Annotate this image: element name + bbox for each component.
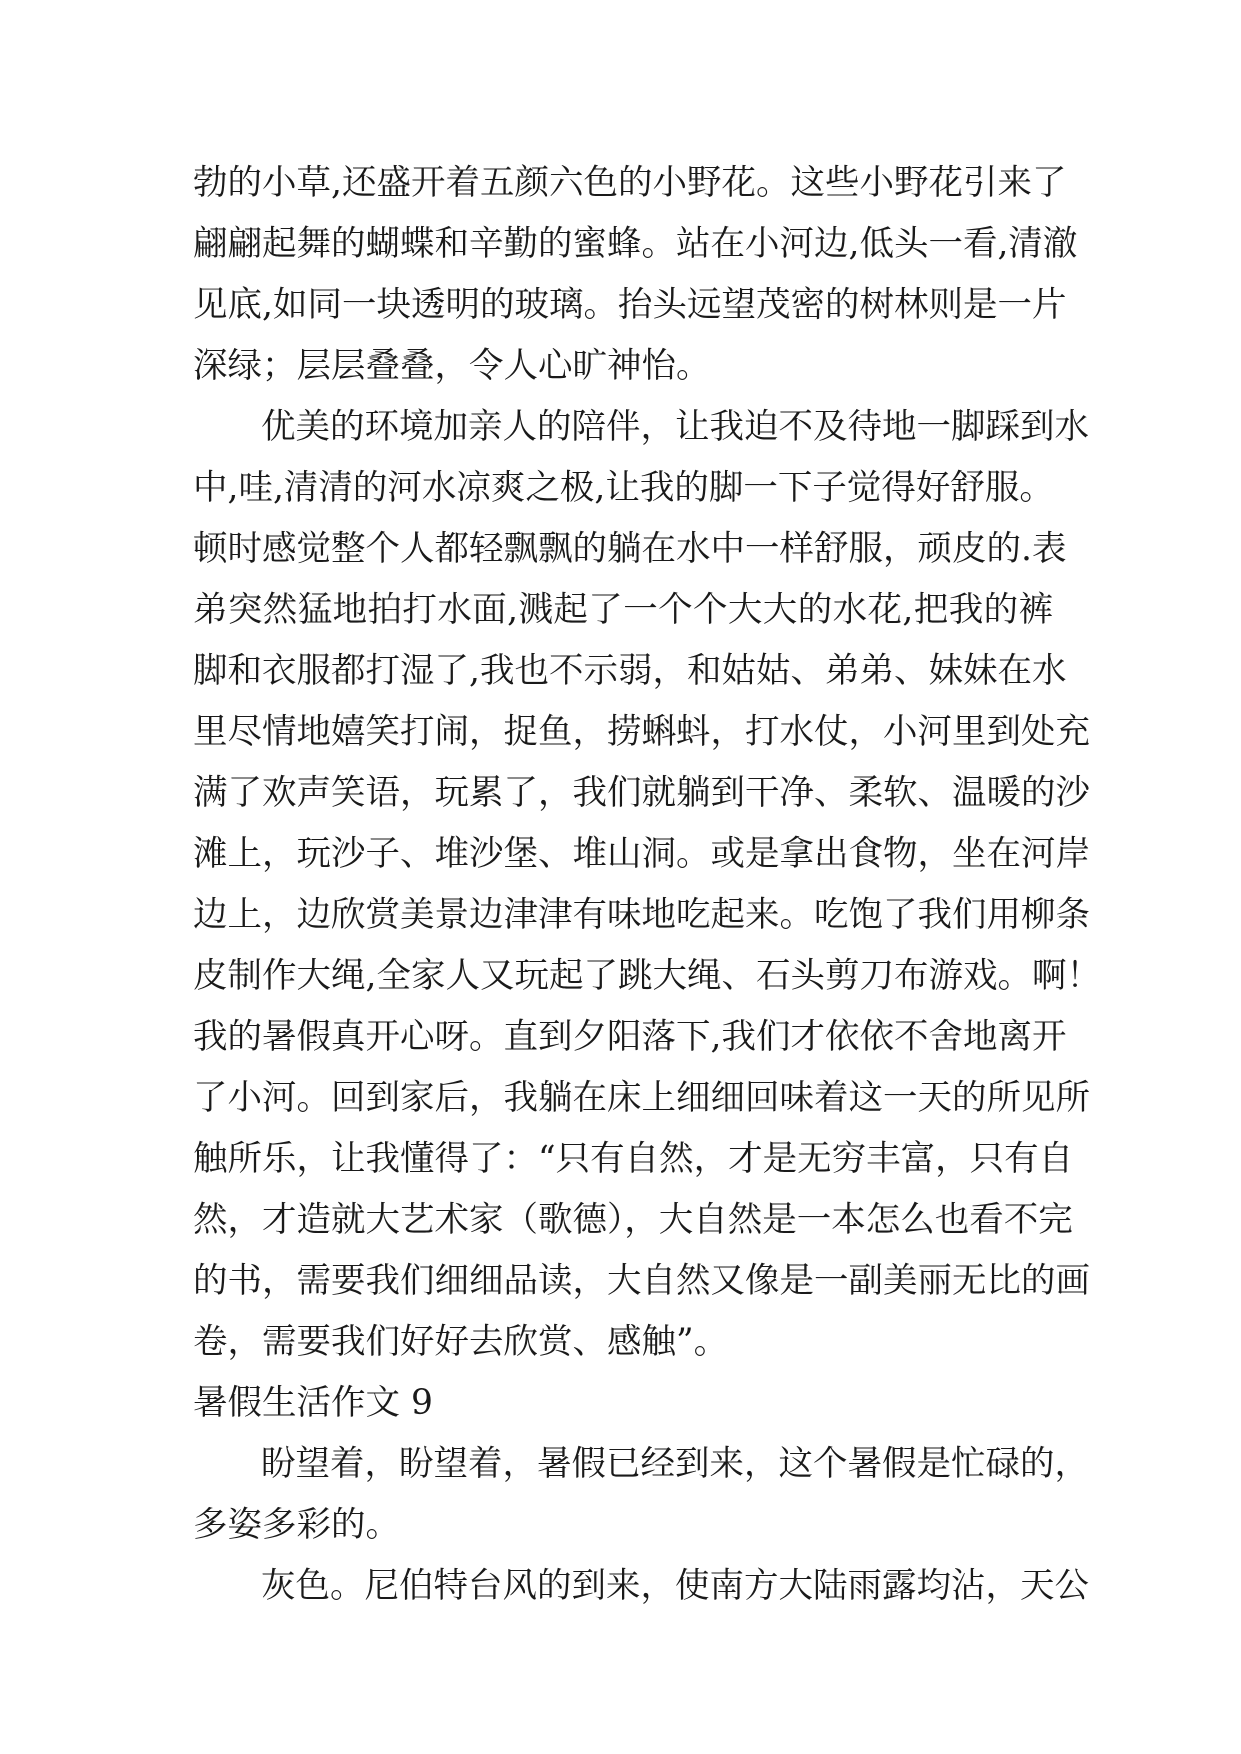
text-line: 见底,如同一块透明的玻璃。抬头远望茂密的树林则是一片 (193, 285, 1067, 325)
text-line: 边上，边欣赏美景边津津有味地吃起来。吃饱了我们用柳条 (193, 895, 1090, 935)
text-line: 盼望着，盼望着，暑假已经到来，这个暑假是忙碌的， (261, 1444, 1089, 1484)
text-line: 顿时感觉整个人都轻飘飘的躺在水中一样舒服，顽皮的.表 (193, 529, 1067, 569)
text-line: 里尽情地嬉笑打闹，捉鱼，捞蝌蚪，打水仗，小河里到处充 (193, 712, 1090, 752)
text-line: 卷，需要我们好好去欣赏、感触”。 (193, 1322, 729, 1362)
text-line: 然，才造就大艺术家（歌德），大自然是一本怎么也看不完 (193, 1200, 1073, 1240)
document-page (193, 153, 1101, 1617)
section-heading: 暑假生活作文 9 (193, 1383, 433, 1423)
text-line: 满了欢声笑语，玩累了，我们就躺到干净、柔软、温暖的沙 (193, 773, 1090, 813)
text-line: 皮制作大绳,全家人又玩起了跳大绳、石头剪刀布游戏。啊！ (193, 956, 1101, 996)
text-line: 勃的小草,还盛开着五颜六色的小野花。这些小野花引来了 (193, 163, 1067, 203)
text-line: 触所乐，让我懂得了：“只有自然，才是无穷丰富，只有自 (193, 1139, 1074, 1179)
text-line: 脚和衣服都打湿了,我也不示弱，和姑姑、弟弟、妹妹在水 (193, 651, 1067, 691)
text-line: 的书，需要我们细细品读，大自然又像是一副美丽无比的画 (193, 1261, 1090, 1301)
text-line: 深绿；层层叠叠，令人心旷神怡。 (193, 346, 711, 386)
text-line: 优美的环境加亲人的陪伴，让我迫不及待地一脚踩到水 (261, 407, 1089, 447)
text-line: 翩翩起舞的蝴蝶和辛勤的蜜蜂。站在小河边,低头一看,清澈 (193, 224, 1078, 264)
text-line: 灰色。尼伯特台风的到来，使南方大陆雨露均沾，天公 (261, 1566, 1089, 1606)
text-line: 滩上，玩沙子、堆沙堡、堆山洞。或是拿出食物，坐在河岸 (193, 834, 1090, 874)
text-line: 弟突然猛地拍打水面,溅起了一个个大大的水花,把我的裤 (193, 590, 1053, 630)
text-line: 我的暑假真开心呀。直到夕阳落下,我们才依依不舍地离开 (193, 1017, 1067, 1057)
text-line: 中,哇,清清的河水凉爽之极,让我的脚一下子觉得好舒服。 (193, 468, 1054, 508)
text-line: 多姿多彩的。 (193, 1505, 400, 1545)
text-line: 了小河。回到家后，我躺在床上细细回味着这一天的所见所 (193, 1078, 1090, 1118)
